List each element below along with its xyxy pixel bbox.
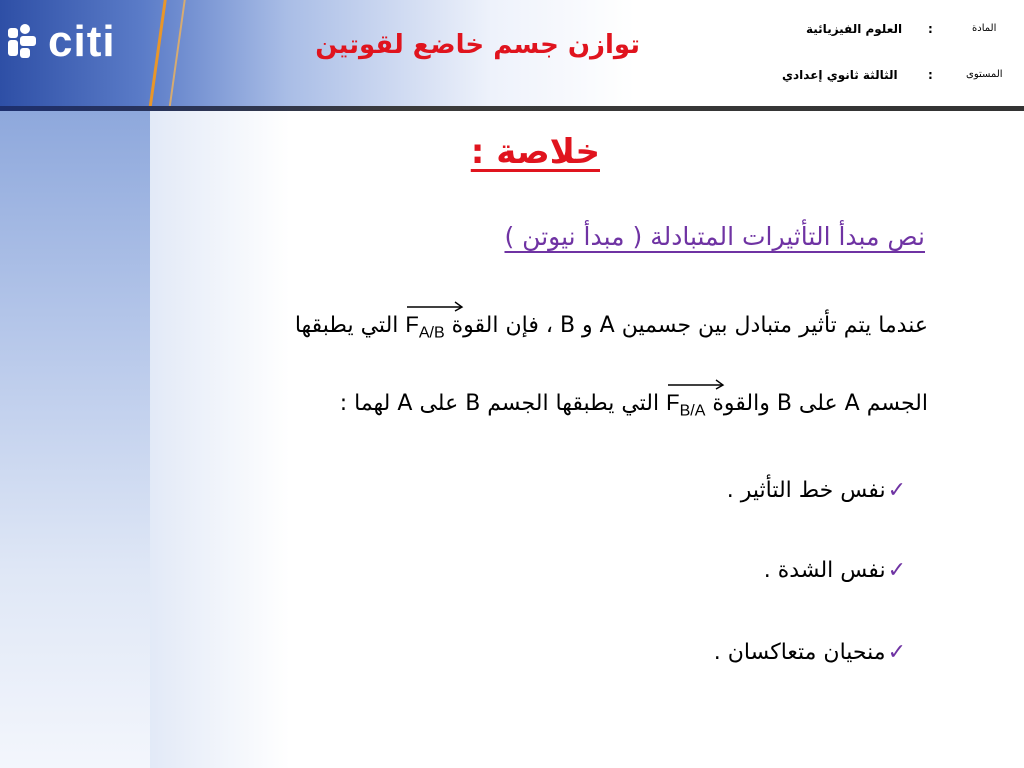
bullet-text: نفس الشدة . bbox=[763, 558, 886, 583]
level-label: المستوى bbox=[966, 69, 1003, 80]
check-icon: ✓ bbox=[887, 640, 906, 665]
bullet-text: منحيان متعاكسان . bbox=[713, 640, 886, 665]
force-vector-ba bbox=[666, 390, 705, 420]
logo-mark-icon bbox=[8, 24, 44, 60]
vector-subscript: A/B bbox=[418, 324, 445, 342]
logo-text: citi bbox=[48, 17, 116, 66]
level-separator: : bbox=[928, 68, 933, 82]
line2-text-start: الجسم A على B والقوة bbox=[712, 391, 928, 416]
bullet-item bbox=[714, 640, 906, 665]
vector-arrow-icon bbox=[405, 298, 465, 312]
principle-title: نص مبدأ التأثيرات المتبادلة ( مبدأ نيوتن ) bbox=[504, 222, 925, 251]
line1-text-start: عندما يتم تأثير متبادل بين جسمين A و B ، فإن القوة bbox=[451, 313, 928, 338]
vector-subscript: B/A bbox=[679, 402, 706, 420]
citi-logo bbox=[8, 18, 116, 66]
force-vector-ab bbox=[405, 312, 444, 342]
subject-value: العلوم الفيزيائية bbox=[806, 22, 903, 36]
level-value: الثالثة ثانوي إعدادي bbox=[782, 68, 898, 82]
statement-line-1 bbox=[295, 312, 928, 342]
statement-line-2 bbox=[340, 390, 928, 420]
summary-heading: خلاصة : bbox=[470, 132, 600, 172]
line1-text-end: التي يطبقها bbox=[294, 313, 399, 338]
left-fade bbox=[150, 111, 290, 768]
page-title: توازن جسم خاضع لقوتين bbox=[315, 30, 640, 60]
vector-arrow-icon bbox=[666, 376, 726, 390]
line2-text-end: التي يطبقها الجسم B على A لهما : bbox=[339, 391, 660, 416]
check-icon: ✓ bbox=[887, 478, 906, 503]
subject-separator: : bbox=[928, 22, 933, 36]
bullet-item bbox=[727, 478, 906, 503]
subject-label: المادة bbox=[972, 23, 997, 34]
bullet-item bbox=[764, 558, 906, 583]
vector-symbol: F bbox=[405, 312, 419, 337]
bullet-text: نفس خط التأثير . bbox=[726, 478, 886, 503]
check-icon: ✓ bbox=[887, 558, 906, 583]
vector-symbol: F bbox=[666, 390, 680, 415]
left-decorative-band bbox=[0, 111, 150, 768]
